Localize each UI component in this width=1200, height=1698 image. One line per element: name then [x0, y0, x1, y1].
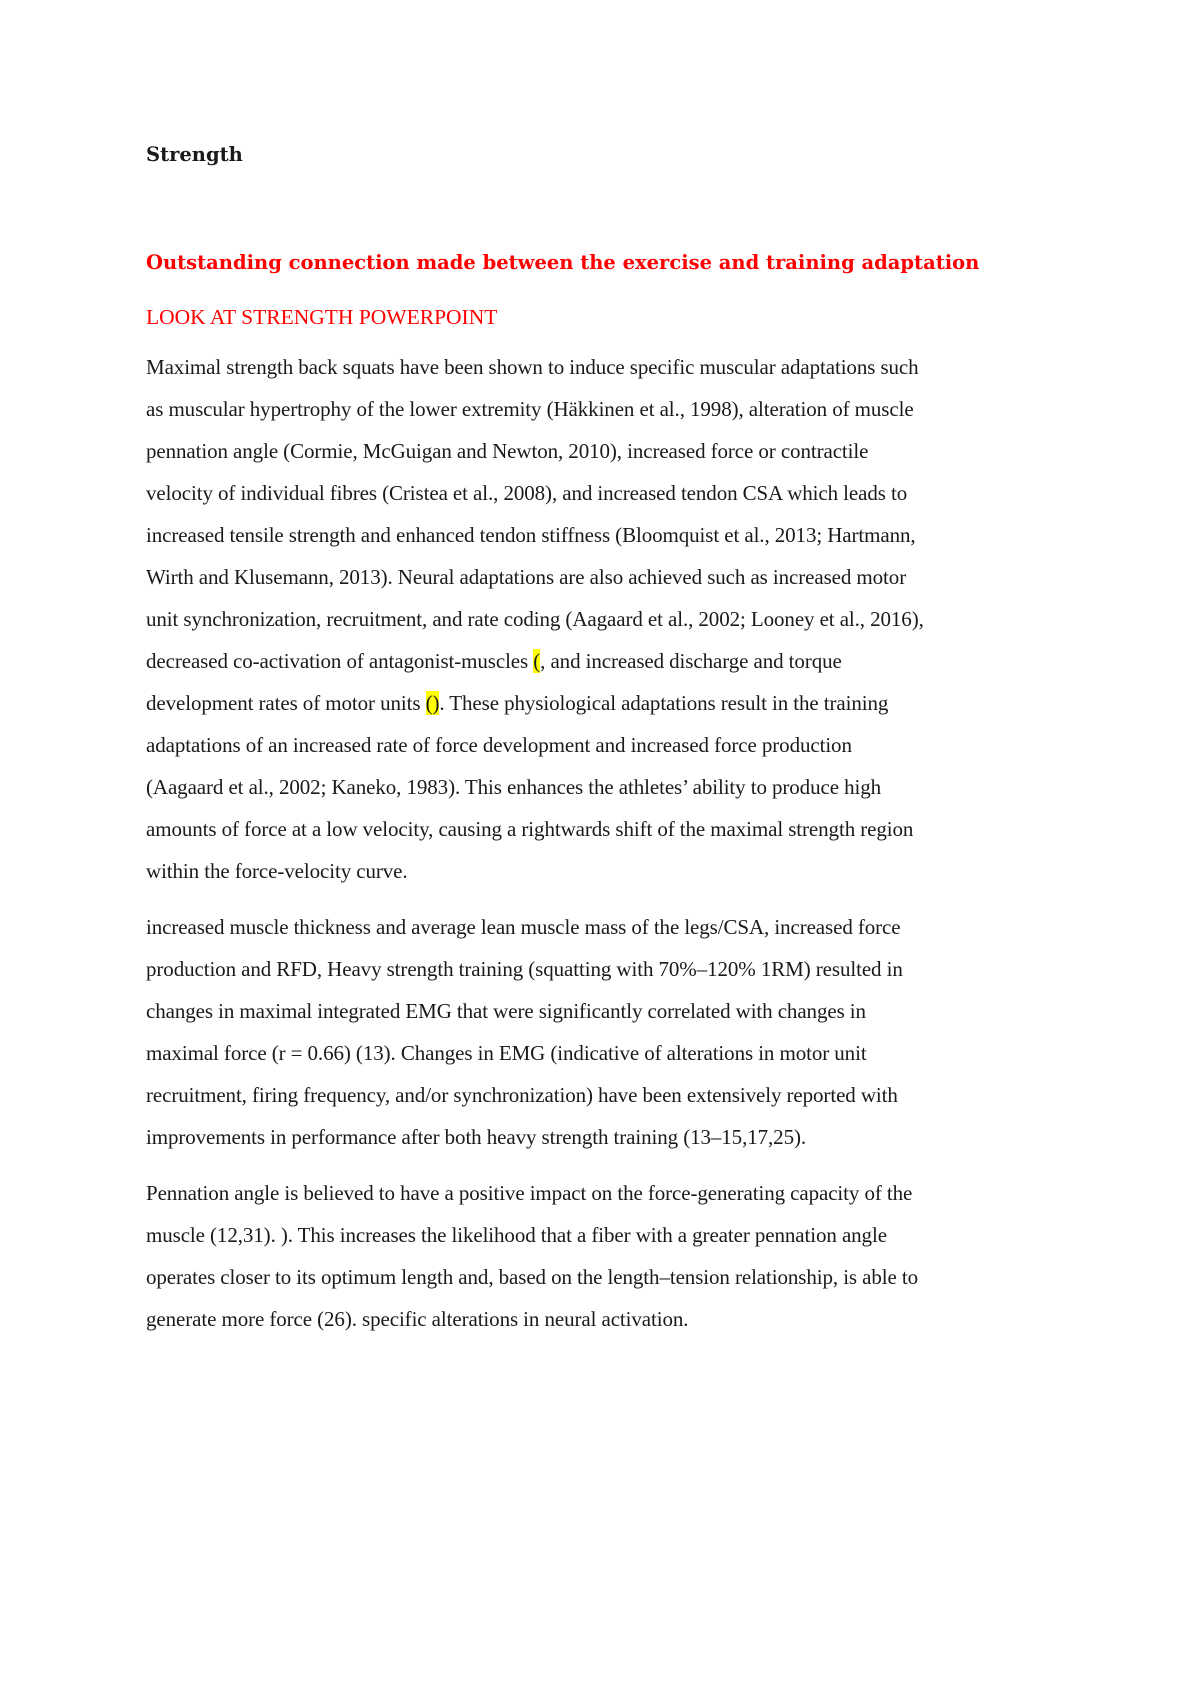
- text-line: production and RFD, Heavy strength training (squatting with 70%–120% 1RM) resulted in: [146, 957, 903, 981]
- text-line: recruitment, firing frequency, and/or synchronization) have been extensively reported with: [146, 1083, 898, 1107]
- text-line: unit synchronization, recruitment, and rate coding (Aagaard et al., 2002; Looney et al., 2016),: [146, 607, 924, 631]
- highlighted-citation: (): [425, 691, 440, 715]
- text-line: generate more force (26). specific alterations in neural activation.: [146, 1307, 689, 1331]
- text-line: Pennation angle is believed to have a positive impact on the force-generating capacity of the: [146, 1181, 913, 1205]
- text-line: [146, 640, 1066, 682]
- text-line: adaptations of an increased rate of force development and increased force production: [146, 733, 852, 757]
- highlighted-citation: (: [533, 649, 541, 673]
- text-segment: , and increased discharge and torque: [540, 649, 842, 673]
- document-body: [146, 140, 1066, 1340]
- text-line: improvements in performance after both heavy strength training (13–15,17,25).: [146, 1125, 807, 1149]
- text-line: (Aagaard et al., 2002; Kaneko, 1983). This enhances the athletes’ ability to produce high: [146, 775, 882, 799]
- paragraph-neural: [146, 906, 1066, 1158]
- text-line: within the force-velocity curve.: [146, 859, 408, 883]
- text-line: changes in maximal integrated EMG that were significantly correlated with changes in: [146, 999, 866, 1023]
- text-line: as muscular hypertrophy of the lower extremity (Häkkinen et al., 1998), alteration of muscle: [146, 397, 914, 421]
- reminder-note: LOOK AT STRENGTH POWERPOINT: [146, 305, 498, 329]
- text-segment: decreased co-activation of antagonist-muscles: [146, 649, 534, 673]
- section-title: Strength: [146, 143, 243, 166]
- text-line: maximal force (r = 0.66) (13). Changes in EMG (indicative of alterations in motor unit: [146, 1041, 867, 1065]
- text-line: Wirth and Klusemann, 2013). Neural adaptations are also achieved such as increased motor: [146, 565, 907, 589]
- text-line: velocity of individual fibres (Cristea et al., 2008), and increased tendon CSA which leads to: [146, 481, 908, 505]
- text-line: amounts of force at a low velocity, causing a rightwards shift of the maximal strength region: [146, 817, 914, 841]
- paragraph-pennation: [146, 1172, 1066, 1340]
- feedback-heading: Outstanding connection made between the exercise and training adaptation: [146, 251, 980, 274]
- text-line: Maximal strength back squats have been shown to induce specific muscular adaptations such: [146, 355, 919, 379]
- text-line: [146, 682, 1066, 724]
- text-line: increased tensile strength and enhanced tendon stiffness (Bloomquist et al., 2013; Hartmann,: [146, 523, 916, 547]
- text-line: pennation angle (Cormie, McGuigan and Newton, 2010), increased force or contractile: [146, 439, 869, 463]
- text-segment: development rates of motor units: [146, 691, 426, 715]
- text-line: operates closer to its optimum length and, based on the length–tension relationship, is able to: [146, 1265, 919, 1289]
- paragraph-adaptations: [146, 346, 1066, 892]
- text-segment: . These physiological adaptations result in the training: [439, 691, 889, 715]
- text-line: increased muscle thickness and average lean muscle mass of the legs/CSA, increased force: [146, 915, 901, 939]
- text-line: muscle (12,31). ). This increases the likelihood that a fiber with a greater pennation angle: [146, 1223, 887, 1247]
